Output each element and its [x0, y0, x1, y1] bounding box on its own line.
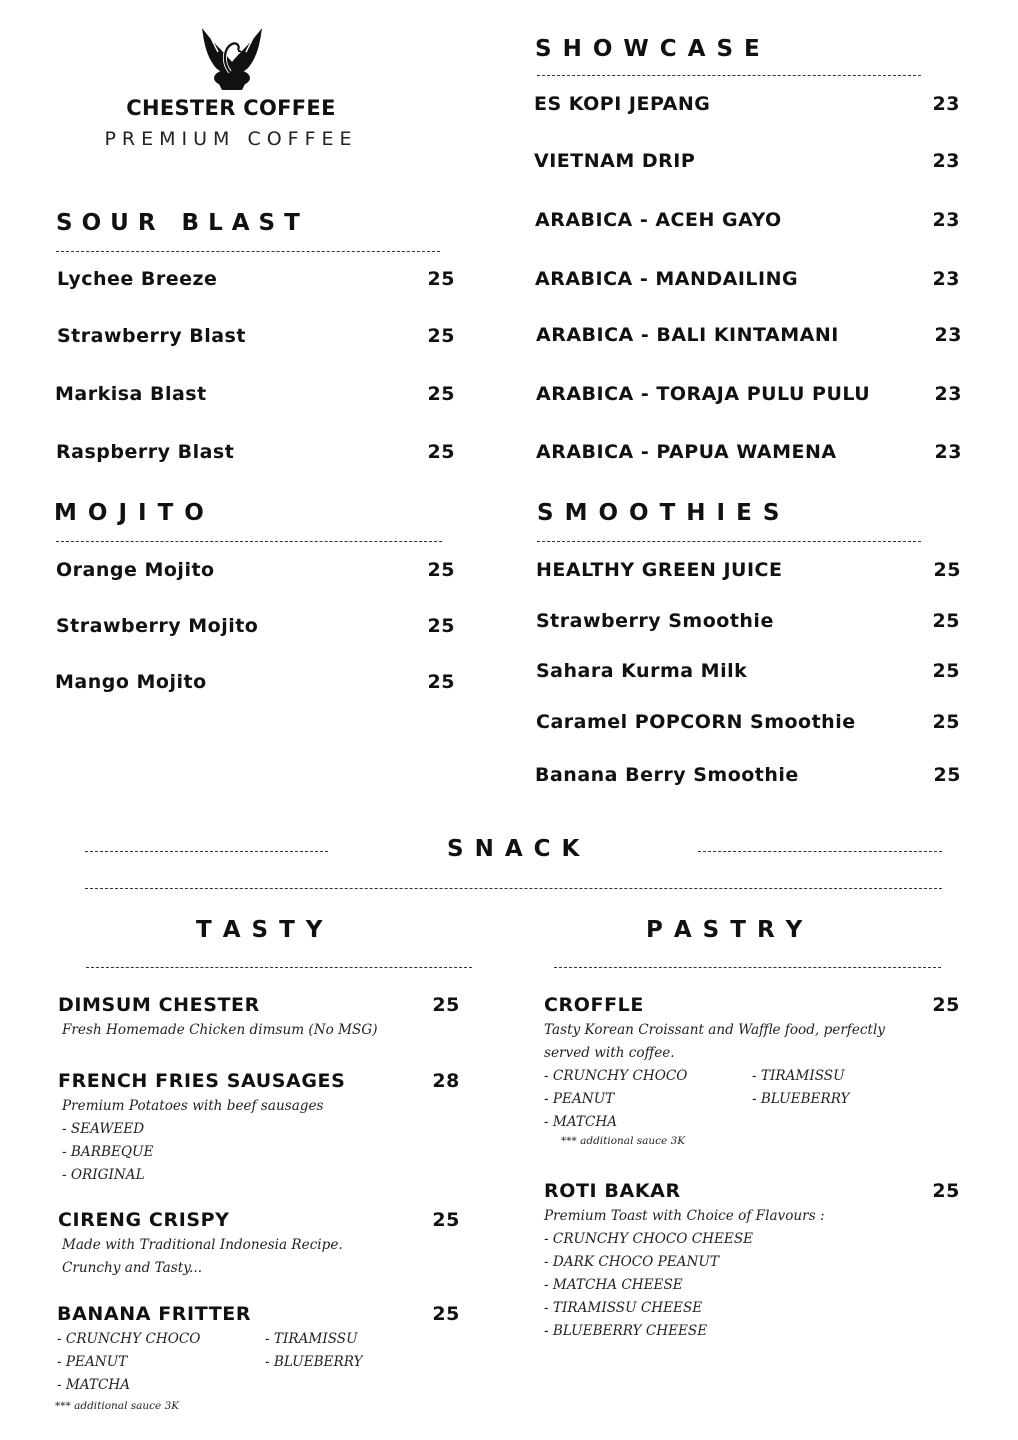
item-option: - TIRAMISSU CHEESE [544, 1300, 703, 1316]
section-title-mojito: M O J I T O [54, 500, 206, 526]
item-name: VIETNAM DRIP [534, 150, 696, 172]
item-name: FRENCH FRIES SAUSAGES [58, 1070, 346, 1092]
menu-item [56, 615, 455, 637]
menu-item [534, 93, 960, 115]
item-description: Crunchy and Tasty... [62, 1260, 203, 1276]
showcase-divider [537, 75, 921, 76]
item-name: Strawberry Mojito [56, 615, 259, 637]
menu-item [55, 671, 455, 693]
snack-divider-right [698, 851, 942, 852]
item-note: *** additional sauce 3K [561, 1135, 686, 1147]
item-price: 25 [432, 1209, 460, 1231]
item-name: ARABICA - ACEH GAYO [535, 209, 782, 231]
item-option: - PEANUT [544, 1091, 615, 1107]
item-option: - CRUNCHY CHOCO [57, 1331, 201, 1347]
item-price: 25 [932, 610, 960, 632]
item-option: - CRUNCHY CHOCO CHEESE [544, 1231, 754, 1247]
snack-item-french-fries [58, 1070, 460, 1187]
menu-item [534, 150, 960, 172]
item-option: - TIRAMISSU [752, 1068, 845, 1084]
item-price: 25 [427, 268, 455, 290]
item-price: 25 [427, 559, 455, 581]
menu-item [56, 559, 455, 581]
item-option: - PEANUT [57, 1354, 128, 1370]
item-price: 25 [427, 671, 455, 693]
section-title-snack: S N A C K [447, 836, 581, 862]
menu-item [536, 383, 962, 405]
item-description: Fresh Homemade Chicken dimsum (No MSG) [62, 1022, 378, 1038]
item-price: 23 [932, 268, 960, 290]
item-name: ES KOPI JEPANG [534, 93, 711, 115]
brand-tagline: PREMIUM COFFEE [104, 128, 358, 150]
item-option: - BLUEBERRY CHEESE [544, 1323, 708, 1339]
item-price: 25 [432, 1303, 460, 1325]
item-name: ARABICA - MANDAILING [535, 268, 799, 290]
menu-item [535, 268, 960, 290]
item-option: - BARBEQUE [62, 1144, 154, 1160]
item-name: Banana Berry Smoothie [535, 764, 799, 786]
item-name: Caramel POPCORN Smoothie [536, 711, 856, 733]
item-description: Tasty Korean Croissant and Waffle food, perfectly [544, 1022, 885, 1038]
section-title-smoothies: S M O O T H I E S [537, 500, 781, 526]
section-title-sour-blast: S O U R B L A S T [56, 210, 301, 236]
item-price: 25 [427, 441, 455, 463]
item-description: Premium Toast with Choice of Flavours : [544, 1208, 825, 1224]
item-option: - DARK CHOCO PEANUT [544, 1254, 719, 1270]
item-name: ARABICA - BALI KINTAMANI [536, 324, 839, 346]
item-price: 23 [934, 383, 962, 405]
item-price: 25 [427, 615, 455, 637]
item-price: 28 [432, 1070, 460, 1092]
item-price: 25 [432, 994, 460, 1016]
item-name: HEALTHY GREEN JUICE [536, 559, 783, 581]
item-description: Premium Potatoes with beef sausages [62, 1098, 324, 1114]
item-description: Made with Traditional Indonesia Recipe. [62, 1237, 343, 1253]
brand-name: CHESTER COFFEE [126, 96, 336, 120]
item-name: Lychee Breeze [57, 268, 218, 290]
menu-item [535, 209, 960, 231]
menu-item [536, 711, 960, 733]
sour-blast-divider [56, 251, 440, 252]
item-option: - ORIGINAL [62, 1167, 145, 1183]
item-name: Markisa Blast [55, 383, 207, 405]
item-price: 25 [932, 1180, 960, 1202]
item-option: - MATCHA CHEESE [544, 1277, 683, 1293]
smoothies-divider [537, 541, 921, 542]
item-option: - SEAWEED [62, 1121, 145, 1137]
item-price: 23 [932, 209, 960, 231]
section-title-tasty: T A S T Y [196, 917, 324, 943]
item-name: CIRENG CRISPY [58, 1209, 230, 1231]
item-name: Strawberry Smoothie [536, 610, 774, 632]
item-option: - MATCHA [544, 1114, 618, 1130]
item-note: *** additional sauce 3K [55, 1400, 180, 1412]
menu-item [57, 268, 455, 290]
menu-item [536, 559, 961, 581]
snack-item-banana-fritter [57, 1303, 460, 1412]
item-price: 25 [932, 660, 960, 682]
menu-item [536, 441, 962, 463]
pastry-divider [554, 967, 941, 968]
item-name: ARABICA - PAPUA WAMENA [536, 441, 837, 463]
snack-item-dimsum [58, 994, 460, 1042]
snack-item-roti-bakar [544, 1180, 960, 1343]
item-option: - BLUEBERRY [265, 1354, 363, 1370]
item-price: 25 [932, 994, 960, 1016]
menu-item [536, 324, 962, 346]
menu-item [56, 441, 455, 463]
tasty-divider [86, 967, 472, 968]
item-option: - TIRAMISSU [265, 1331, 358, 1347]
snack-divider-full [85, 888, 942, 889]
item-option: - BLUEBERRY [752, 1091, 850, 1107]
snack-item-croffle [544, 994, 960, 1147]
item-price: 25 [427, 383, 455, 405]
item-name: ROTI BAKAR [544, 1180, 681, 1202]
item-option: - CRUNCHY CHOCO [544, 1068, 688, 1084]
item-price: 25 [427, 325, 455, 347]
menu-item [55, 383, 455, 405]
menu-item [57, 325, 455, 347]
item-price: 25 [932, 711, 960, 733]
item-name: Orange Mojito [56, 559, 215, 581]
item-name: ARABICA - TORAJA PULU PULU [536, 383, 871, 405]
item-price: 23 [932, 93, 960, 115]
menu-item [536, 610, 960, 632]
section-title-pastry: P A S T R Y [646, 917, 804, 943]
item-name: Raspberry Blast [56, 441, 235, 463]
item-name: DIMSUM CHESTER [58, 994, 260, 1016]
menu-item [535, 764, 961, 786]
item-price: 25 [933, 764, 961, 786]
snack-item-cireng [58, 1209, 460, 1280]
mojito-divider [56, 541, 442, 542]
item-price: 25 [933, 559, 961, 581]
item-price: 23 [934, 324, 962, 346]
snack-divider-left [85, 851, 328, 852]
item-name: Mango Mojito [55, 671, 207, 693]
item-name: BANANA FRITTER [57, 1303, 252, 1325]
item-description: served with coffee. [544, 1045, 675, 1061]
item-name: CROFFLE [544, 994, 644, 1016]
item-name: Strawberry Blast [57, 325, 246, 347]
menu-item [536, 660, 960, 682]
section-title-showcase: S H O W C A S E [535, 36, 762, 62]
item-price: 23 [934, 441, 962, 463]
item-option: - MATCHA [57, 1377, 131, 1393]
swan-logo-icon [196, 22, 268, 94]
item-name: Sahara Kurma Milk [536, 660, 748, 682]
item-price: 23 [932, 150, 960, 172]
